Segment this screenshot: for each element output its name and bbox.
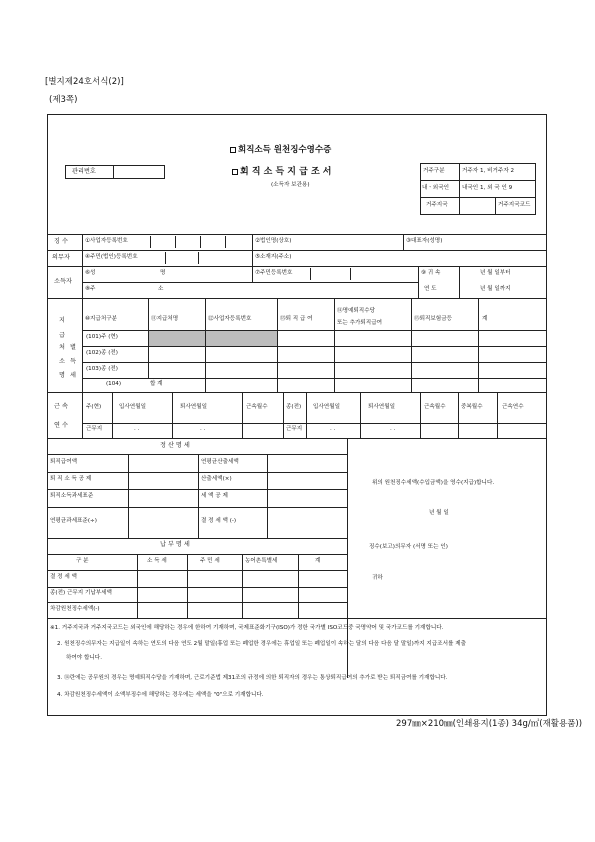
receipt-date[interactable]: 년 월 일 (429, 510, 449, 516)
nationality-value[interactable]: 내국인 1, 외 국 인 9 (462, 185, 513, 191)
payer-label-2: 의무자 (52, 254, 70, 261)
tax-row-final: 결 정 세 액 (50, 574, 77, 580)
recipient-label: 소득자 (54, 278, 72, 285)
row-previous-2: (103)종 (전) (86, 366, 118, 372)
tax-col-income-tax: 소 득 세 (147, 558, 167, 564)
calc-tax-credit: 세 액 공 제 (201, 493, 228, 499)
service-col-leave-2: 퇴사연월일 (368, 404, 396, 410)
service-col-join-2: 입사연월일 (313, 404, 341, 410)
form-subtitle: (소득자 보관용) (271, 182, 310, 188)
form-title-receipt: 회직소득 원천징수영수증 (230, 146, 331, 155)
address-label-recipient-2: 소 (158, 286, 164, 292)
calc-avg-computed-tax: 연평균산출세액 (201, 459, 239, 465)
period-to[interactable]: 년 월 일까지 (480, 286, 511, 292)
calc-header: 정 산 명 세 (160, 442, 190, 449)
form-title-statement: 회 직 소 득 지 급 조 서 (232, 168, 332, 177)
tax-row-net: 차감원천징수세액(-) (50, 606, 100, 612)
residence-country-code-label: 거주지국코드 (498, 202, 531, 208)
calc-computed-tax: 산출세액(×) (201, 476, 232, 482)
row-current: (101)주 (현) (86, 334, 118, 340)
col-insurance: ⑮퇴직보험금등 (414, 316, 453, 322)
service-main-label: 주(현) (86, 404, 102, 410)
col-payer-type: ⑩지급처구분 (85, 316, 118, 322)
calc-final-tax: 결 정 세 액 (-) (201, 518, 237, 524)
col-payer-name: ⑪지급처명 (151, 316, 179, 322)
payment-side-2: 급 (59, 332, 65, 339)
name-label-2: 명 (160, 270, 166, 276)
col-total: 계 (482, 316, 488, 322)
tax-row-prepaid: 종(전) 근무지 기납부세액 (50, 590, 112, 596)
calc-deduction: 퇴 직 소 득 공 제 (50, 476, 92, 482)
name-label: ⑥성 (85, 270, 96, 276)
corp-reg-no-label: ④주민(법인)등록번호 (85, 254, 138, 260)
payment-side-7: 명 (59, 372, 65, 379)
service-col-months-1: 근속월수 (246, 404, 268, 410)
form-reference: [별지제24호서식(2)] (45, 77, 124, 87)
attribution-year-label-2: 연 도 (424, 286, 437, 292)
tax-col-category: 구 분 (76, 558, 89, 564)
tax-col-resident-tax: 주 민 세 (200, 558, 220, 564)
receipt-addressee: 귀하 (372, 575, 383, 581)
service-date-1[interactable]: . . (134, 426, 140, 432)
service-date-3[interactable]: . . (330, 426, 336, 432)
residency-value[interactable]: 거주자 1, 비거주자 2 (462, 168, 515, 174)
nationality-label: 내ㆍ외국인 (422, 185, 450, 191)
payment-side-1: 지 (59, 317, 65, 324)
business-reg-no-label: ①사업자등록번호 (85, 238, 128, 244)
shaded-cell-payer-name (149, 331, 205, 346)
address-label: ⑤소재지(주소) (255, 254, 292, 260)
paper-spec-footer: 297㎜×210㎜(인쇄용지(1종) 34g/㎡(재활용품)) (396, 719, 583, 729)
col-payer-regno: ⑫사업자등록번호 (208, 316, 252, 322)
payment-side-5: 소 (59, 358, 65, 365)
tax-header: 납 부 명 세 (160, 541, 190, 548)
row-total-label: 합 계 (150, 381, 163, 387)
col-additional-retirement: 또는 추가퇴직급여 (337, 320, 383, 326)
shaded-cell-payer-regno (206, 331, 277, 346)
tax-col-total: 계 (315, 558, 321, 564)
calc-retirement-pay: 퇴직급여액 (50, 459, 78, 465)
service-side-2: 연 수 (54, 422, 68, 429)
service-side-1: 근 속 (54, 403, 68, 410)
service-col-years: 근속연수 (502, 404, 524, 410)
receipt-statement: 위의 원천징수세액(수입금액)을 영수(지급)합니다. (372, 480, 495, 486)
service-col-months-2: 근속월수 (424, 404, 446, 410)
residency-label: 거주구분 (423, 168, 445, 174)
calc-avg-tax-base: 연평균과세표준(÷) (50, 518, 97, 524)
service-row-label-2: 근무지 (286, 426, 303, 432)
residence-country-label: 거주지국 (426, 202, 448, 208)
row-total-code: (104) (106, 381, 122, 387)
service-col-join-1: 입사연월일 (119, 404, 147, 410)
resident-no-label: ⑦주민등록번호 (255, 270, 293, 276)
calc-tax-base: 퇴직소득과세표준 (50, 493, 94, 499)
attribution-year-label: ⑨ 귀 속 (421, 270, 441, 276)
page-number: (제3쪽) (49, 95, 78, 105)
note-2: 2. 원천징수의무자는 지급일이 속하는 연도의 다음 연도 2월 말일(휴업 또는 폐업한 경우에는 휴업일 또는 폐업일이 속하는 달의 다음 다음 달 말일)까지 지급조서를 제출 (57, 641, 467, 647)
row-previous-1: (102)종 (전) (86, 350, 118, 356)
col-honorary-retirement: ⑭명예퇴직수당 (337, 308, 376, 314)
receipt-signature[interactable]: 징수(보고)의무자 (서명 또는 인) (369, 544, 448, 550)
address-label-recipient: ⑧주 (85, 286, 96, 292)
note-3: 3. ⑭란에는 공무원의 경우는 명예퇴직수당을 기재하며, 근로기준법 제31조의 규정에 의한 퇴직자의 경우는 통상퇴직급여의 추가로 받는 퇴직금여를 기재합니다. (57, 675, 448, 681)
payer-label-1: 징 수 (54, 238, 68, 245)
representative-label: ③대표자(성명) (406, 238, 443, 244)
note-4: 4. 차감원천징수세액이 소액부징수에 해당하는 경우에는 세액을 "0"으로 기재합니다. (57, 692, 264, 698)
service-col-leave-1: 퇴사연월일 (180, 404, 208, 410)
corp-name-label: ②법인명(상호) (255, 238, 292, 244)
mgmt-no-label: 관리번호 (72, 168, 96, 175)
service-row-label-1: 근무지 (86, 426, 103, 432)
period-from[interactable]: 년 월 일부터 (480, 270, 511, 276)
note-1: ※1. 거주지국과 거주지국코드는 외국인에 해당하는 경우에 한하여 기재하며, 국제표준화기구(ISO)가 정한 국가별 ISO코드중 국명약어 및 국가코드를 기재합니다. (50, 625, 444, 631)
col-retirement-pay: ⑬퇴 직 급 여 (280, 316, 313, 322)
payment-side-3: 처 (59, 344, 65, 351)
payment-side-8: 세 (70, 372, 76, 379)
tax-col-rural-tax: 농어촌특별세 (245, 558, 278, 564)
mgmt-no-input[interactable] (114, 166, 164, 178)
service-date-2[interactable]: . . (200, 426, 206, 432)
service-date-4[interactable]: . . (390, 426, 396, 432)
payment-side-6: 득 (70, 358, 76, 365)
service-col-overlap: 중복월수 (461, 404, 483, 410)
payment-side-4: 별 (70, 344, 76, 351)
note-2-cont: 하여야 합니다. (66, 655, 102, 661)
service-sub-label: 종(전) (286, 404, 302, 410)
